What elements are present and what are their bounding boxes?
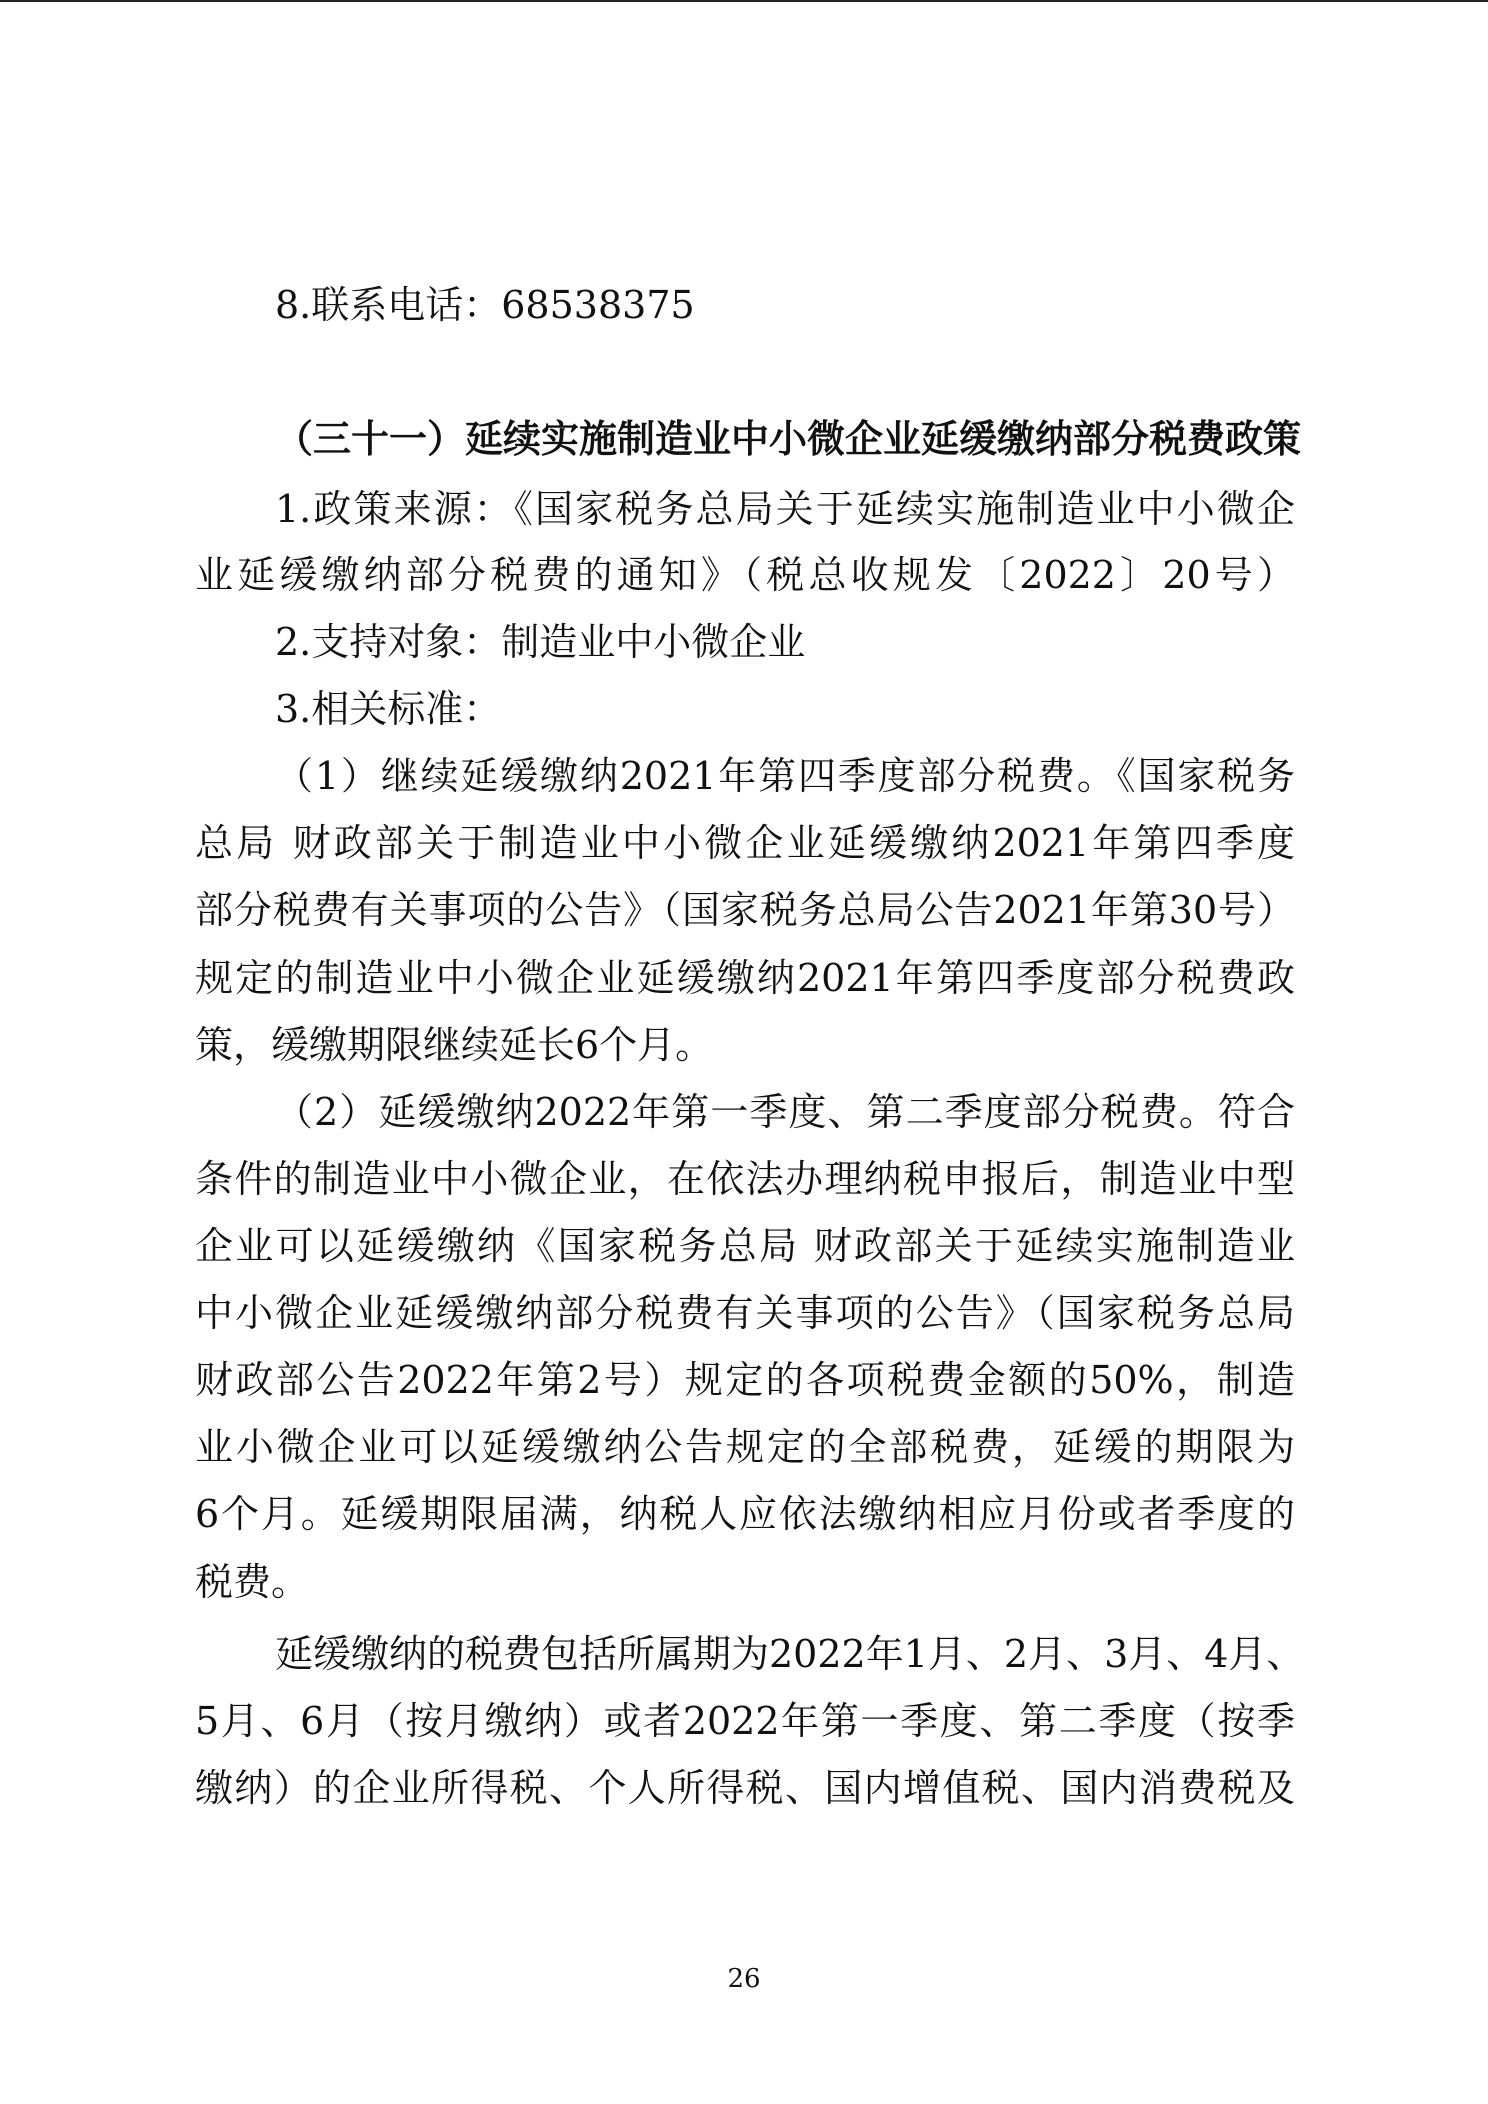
paragraph-line: 6个月。延缓期限届满，纳税人应依法缴纳相应月份或者季度的 xyxy=(195,1492,1295,1536)
paragraph-line: 3.相关标准： xyxy=(275,687,502,731)
page-number: 26 xyxy=(727,1964,761,1994)
paragraph-line: 2.支持对象：制造业中小微企业 xyxy=(275,620,806,664)
paragraph-line: 税费。 xyxy=(195,1560,310,1604)
paragraph-line: 条件的制造业中小微企业，在依法办理纳税申报后，制造业中型 xyxy=(195,1157,1295,1201)
paragraph-line: 部分税费有关事项的公告》（国家税务总局公告2021年第30号） xyxy=(195,888,1295,932)
paragraph-line: 缴纳）的企业所得税、个人所得税、国内增值税、国内消费税及 xyxy=(195,1766,1295,1810)
paragraph-line: 财政部公告2022年第2号）规定的各项税费金额的50%，制造 xyxy=(195,1358,1295,1402)
paragraph-line: 总局 财政部关于制造业中小微企业延缓缴纳2021年第四季度 xyxy=(195,821,1295,865)
paragraph-line: 中小微企业延缓缴纳部分税费有关事项的公告》（国家税务总局 xyxy=(195,1291,1295,1335)
paragraph-line: 策，缓缴期限继续延长6个月。 xyxy=(195,1023,714,1067)
section-heading: （三十一）延续实施制造业中小微企业延缓缴纳部分税费政策 xyxy=(275,417,1302,461)
paragraph-line: （1）继续延缓缴纳2021年第四季度部分税费。《国家税务 xyxy=(275,754,1295,798)
paragraph-line: 5月、6月（按月缴纳）或者2022年第一季度、第二季度（按季 xyxy=(195,1699,1295,1743)
paragraph-line: 延缓缴纳的税费包括所属期为2022年1月、2月、3月、4月、 xyxy=(275,1632,1305,1676)
paragraph-line: 企业可以延缓缴纳《国家税务总局 财政部关于延续实施制造业 xyxy=(195,1224,1295,1268)
paragraph-line: 1.政策来源：《国家税务总局关于延续实施制造业中小微企 xyxy=(275,487,1295,531)
paragraph-line: （2）延缓缴纳2022年第一季度、第二季度部分税费。符合 xyxy=(275,1090,1295,1134)
paragraph-line: 业延缓缴纳部分税费的通知》（税总收规发〔2022〕20号） xyxy=(195,553,1295,597)
contact-phone: 8.联系电话：68538375 xyxy=(275,283,695,327)
paragraph-line: 规定的制造业中小微企业延缓缴纳2021年第四季度部分税费政 xyxy=(195,956,1295,1000)
paragraph-line: 业小微企业可以延缓缴纳公告规定的全部税费，延缓的期限为 xyxy=(195,1425,1295,1469)
